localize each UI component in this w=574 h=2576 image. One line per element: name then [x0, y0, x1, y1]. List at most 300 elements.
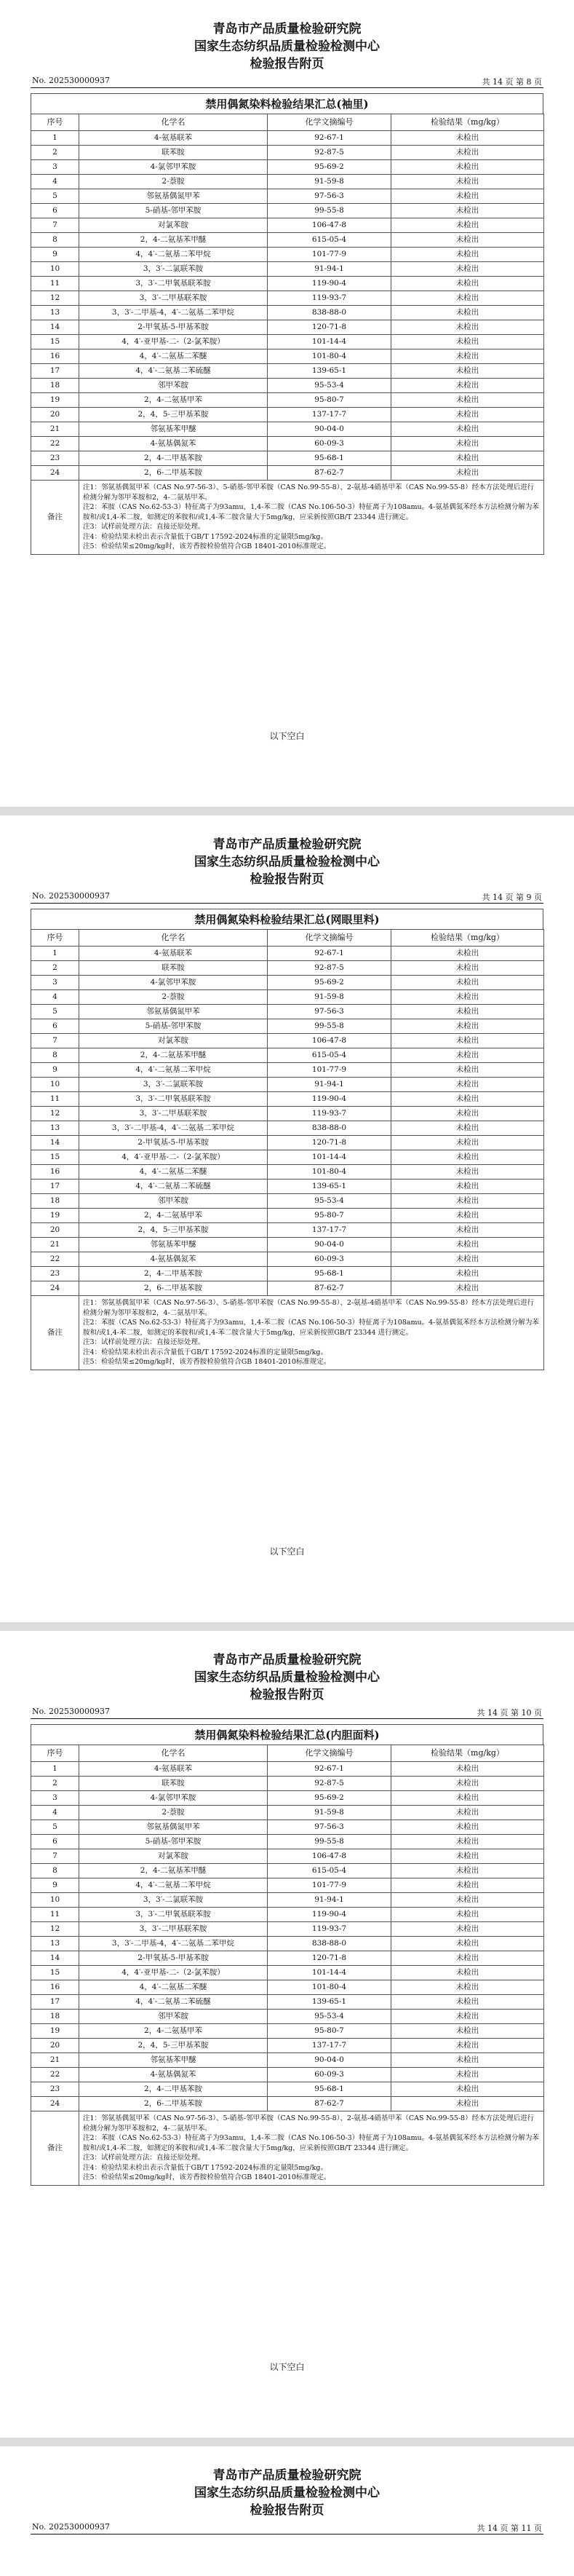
cell-cas: 101-14-4: [268, 335, 391, 349]
table-row: [31, 1136, 544, 1150]
cell-no: 16: [31, 1165, 79, 1180]
note-line: 注3：试样前处理方法：直接还原处理。: [83, 1338, 205, 1346]
cell-no: 22: [31, 1252, 79, 1267]
cell-result: 未检出: [391, 1835, 544, 1849]
header-line2: 国家生态纺织品质量检验检测中心: [194, 1670, 380, 1685]
cell-cas: 137-17-7: [268, 1223, 391, 1238]
cell-name: 邻氨基苯甲醚: [79, 2053, 268, 2068]
cell-result: 未检出: [391, 990, 544, 1005]
table-row: [31, 1165, 544, 1180]
cell-cas: 838-88-0: [268, 1121, 391, 1136]
cell-name: 2，4-二甲基苯胺: [79, 1267, 268, 1281]
table-row: [31, 961, 544, 976]
cell-no: 14: [31, 1136, 79, 1150]
cell-result: 未检出: [391, 1777, 544, 1791]
cell-no: 17: [31, 364, 79, 379]
table-row: [31, 1194, 544, 1209]
cell-cas: 95-80-7: [268, 2024, 391, 2039]
cell-name: 2-萘胺: [79, 990, 268, 1005]
cell-cas: 95-69-2: [268, 976, 391, 990]
cell-no: 2: [31, 961, 79, 976]
cell-no: 4: [31, 990, 79, 1005]
cell-no: 13: [31, 306, 79, 320]
cell-no: 13: [31, 1121, 79, 1136]
cell-no: 18: [31, 1194, 79, 1209]
cell-name: 4，4′-亚甲基-二-（2-氯苯胺）: [79, 335, 268, 349]
cell-no: 8: [31, 233, 79, 248]
cell-cas: 615-05-4: [268, 233, 391, 248]
table-row: [31, 1238, 544, 1252]
cell-no: 12: [31, 1922, 79, 1937]
cell-cas: 92-67-1: [268, 131, 391, 146]
cell-name: 2-甲氧基-5-甲基苯胺: [79, 1951, 268, 1966]
cell-no: 16: [31, 349, 79, 364]
cell-result: 未检出: [391, 189, 544, 204]
cell-no: 22: [31, 2068, 79, 2082]
cell-result: 未检出: [391, 1849, 544, 1864]
cell-result: 未检出: [391, 1267, 544, 1281]
cell-result: 未检出: [391, 2082, 544, 2097]
table-row: [31, 1005, 544, 1019]
table-row: [31, 379, 544, 393]
cell-result: 未检出: [391, 1951, 544, 1966]
cell-result: 未检出: [391, 1078, 544, 1092]
table-row: [31, 466, 544, 481]
cell-no: 8: [31, 1048, 79, 1063]
cell-cas: 91-59-8: [268, 1806, 391, 1820]
table-row: [31, 218, 544, 233]
cell-name: 2-甲氧基-5-甲基苯胺: [79, 320, 268, 335]
cell-cas: 101-80-4: [268, 1980, 391, 1995]
cell-result: 未检出: [391, 1878, 544, 1893]
cell-name: 3，3′-二甲基-4，4′-二氨基二苯甲烷: [79, 1121, 268, 1136]
cell-result: 未检出: [391, 1820, 544, 1835]
table-row: [31, 393, 544, 408]
header-line1: 青岛市产品质量检验研究院: [212, 22, 362, 36]
cell-cas: 137-17-7: [268, 2039, 391, 2053]
cell-cas: 97-56-3: [268, 1005, 391, 1019]
table-row: [31, 1281, 544, 1296]
cell-name: 2-甲氧基-5-甲基苯胺: [79, 1136, 268, 1150]
header-line3: 检验报告附页: [250, 57, 324, 71]
cell-cas: 119-90-4: [268, 277, 391, 291]
table-row: [31, 2053, 544, 2068]
table-row: [31, 2010, 544, 2024]
cell-cas: 615-05-4: [268, 1048, 391, 1063]
table-row: [31, 1951, 544, 1966]
header-line3: 检验报告附页: [250, 2503, 324, 2518]
cell-name: 联苯胺: [79, 961, 268, 976]
table-row: [31, 1806, 544, 1820]
cell-name: 4-氨基偶氮苯: [79, 1252, 268, 1267]
page-info: 共 14 页 第 8 页: [482, 77, 542, 87]
note-line: 注4：检验结果未检出表示含量低于GB/T 17592-2024标准的定量限5mg/kg。: [83, 532, 327, 541]
cell-result: 未检出: [391, 1922, 544, 1937]
cell-no: 7: [31, 1034, 79, 1048]
note-line: 注5：检验结果≤20mg/kg时，该芳香胺检验值符合GB 18401-2010标准规定。: [83, 2173, 331, 2181]
cell-no: 7: [31, 1849, 79, 1864]
cell-cas: 120-71-8: [268, 1951, 391, 1966]
note-line: 注5：检验结果≤20mg/kg时，该芳香胺检验值符合GB 18401-2010标准规定。: [83, 542, 331, 550]
table-row: [31, 131, 544, 146]
cell-cas: 615-05-4: [268, 1864, 391, 1878]
table-row: [31, 976, 544, 990]
note-line: 注5：检验结果≤20mg/kg时，该芳香胺检验值符合GB 18401-2010标准规定。: [83, 1358, 331, 1366]
cell-result: 未检出: [391, 1980, 544, 1995]
cell-name: 邻氨基苯甲醚: [79, 1238, 268, 1252]
cell-cas: 139-65-1: [268, 364, 391, 379]
note-line: 注2：苯胺（CAS No.62-53-3）特征离子为93amu，1,4-苯二胺（CAS No.106-50-3）特征离子为108amu。4-氨基偶氮苯经本方法检测分解为苯胺和/或1,4-苯二胺，如测定的苯胺和/或1,4-苯二胺含量大于5mg/kg，应采新按照GB/T 23344 进行测定。: [83, 1319, 539, 1337]
cell-result: 未检出: [391, 1150, 544, 1165]
cell-cas: 106-47-8: [268, 1849, 391, 1864]
cell-result: 未检出: [391, 1063, 544, 1078]
report-page: [0, 2446, 574, 2576]
cell-no: 18: [31, 379, 79, 393]
cell-name: 3，3′-二氯联苯胺: [79, 1893, 268, 1908]
column-header: 化学文摘编号: [268, 930, 391, 947]
cell-cas: 119-93-7: [268, 1107, 391, 1121]
cell-cas: 95-68-1: [268, 451, 391, 466]
results-table: [31, 1745, 544, 2186]
note-line: 注4：检验结果未检出表示含量低于GB/T 17592-2024标准的定量限5mg/kg。: [83, 1348, 327, 1356]
table-row: [31, 2039, 544, 2053]
table-subtitle: 禁用偶氮染料检验结果汇总(内胆面料): [31, 1724, 543, 1745]
cell-result: 未检出: [391, 1238, 544, 1252]
cell-no: 21: [31, 1238, 79, 1252]
cell-name: 3，3′-二甲基联苯胺: [79, 291, 268, 306]
cell-cas: 95-53-4: [268, 379, 391, 393]
cell-cas: 95-80-7: [268, 393, 391, 408]
table-row: [31, 189, 544, 204]
cell-cas: 87-62-7: [268, 1281, 391, 1296]
cell-cas: 95-53-4: [268, 1194, 391, 1209]
cell-name: 邻氨基偶氮甲苯: [79, 189, 268, 204]
table-row: [31, 1092, 544, 1107]
cell-cas: 92-87-5: [268, 961, 391, 976]
cell-name: 3，3′-二氯联苯胺: [79, 1078, 268, 1092]
cell-name: 4-氨基联苯: [79, 947, 268, 961]
cell-cas: 92-87-5: [268, 1777, 391, 1791]
cell-result: 未检出: [391, 364, 544, 379]
report-number-line: [31, 1707, 543, 1719]
table-row: [31, 277, 544, 291]
cell-name: 4，4′-二氨基二苯甲烷: [79, 1878, 268, 1893]
table-row: [31, 160, 544, 175]
table-row: [31, 1078, 544, 1092]
cell-name: 3，3′-二甲氧基联苯胺: [79, 1908, 268, 1922]
cell-no: 3: [31, 160, 79, 175]
cell-result: 未检出: [391, 2068, 544, 2082]
cell-no: 10: [31, 262, 79, 277]
table-row: [31, 1150, 544, 1165]
cell-no: 23: [31, 1267, 79, 1281]
cell-result: 未检出: [391, 1019, 544, 1034]
cell-name: 4，4′-亚甲基-二-（2-氯苯胺）: [79, 1150, 268, 1165]
table-row: [31, 1922, 544, 1937]
report-page: [0, 1631, 574, 2438]
cell-result: 未检出: [391, 1937, 544, 1951]
cell-no: 24: [31, 1281, 79, 1296]
notes-label: 备注: [31, 2111, 79, 2186]
table-row: [31, 306, 544, 320]
cell-name: 4，4′-二氨基二苯甲烷: [79, 248, 268, 262]
column-header: 化学名: [79, 930, 268, 947]
column-header: 序号: [31, 1745, 79, 1762]
table-row: [31, 364, 544, 379]
cell-name: 2，6-二甲基苯胺: [79, 466, 268, 481]
column-header: 序号: [31, 114, 79, 131]
cell-no: 7: [31, 218, 79, 233]
cell-name: 3，3′-二甲氧基联苯胺: [79, 277, 268, 291]
cell-name: 5-硝基-邻甲苯胺: [79, 204, 268, 218]
cell-cas: 119-90-4: [268, 1908, 391, 1922]
cell-result: 未检出: [391, 2053, 544, 2068]
cell-no: 20: [31, 1223, 79, 1238]
cell-result: 未检出: [391, 1791, 544, 1806]
cell-name: 2，4-二甲基苯胺: [79, 2082, 268, 2097]
notes-label: 备注: [31, 481, 79, 555]
cell-cas: 91-59-8: [268, 175, 391, 189]
cell-no: 11: [31, 277, 79, 291]
cell-cas: 90-04-0: [268, 1238, 391, 1252]
note-line: 注3：试样前处理方法：直接还原处理。: [83, 523, 205, 531]
cell-name: 对氯苯胺: [79, 1034, 268, 1048]
cell-no: 2: [31, 1777, 79, 1791]
cell-result: 未检出: [391, 175, 544, 189]
cell-result: 未检出: [391, 349, 544, 364]
cell-name: 2，6-二甲基苯胺: [79, 1281, 268, 1296]
note-line: 注3：试样前处理方法：直接还原处理。: [83, 2154, 205, 2162]
table-header-row: [31, 930, 544, 947]
cell-name: 邻氨基偶氮甲苯: [79, 1820, 268, 1835]
cell-no: 14: [31, 1951, 79, 1966]
cell-name: 5-硝基-邻甲苯胺: [79, 1019, 268, 1034]
table-row: [31, 1820, 544, 1835]
table-row: [31, 146, 544, 160]
cell-no: 19: [31, 393, 79, 408]
cell-cas: 90-04-0: [268, 2053, 391, 2068]
report-number: No. 202530000937: [32, 76, 111, 85]
cell-result: 未检出: [391, 451, 544, 466]
cell-no: 9: [31, 1063, 79, 1078]
cell-no: 1: [31, 1762, 79, 1777]
cell-result: 未检出: [391, 1107, 544, 1121]
table-row: [31, 291, 544, 306]
cell-no: 20: [31, 408, 79, 422]
cell-cas: 838-88-0: [268, 306, 391, 320]
cell-no: 23: [31, 2082, 79, 2097]
report-number-line: [31, 2522, 543, 2534]
cell-no: 1: [31, 947, 79, 961]
cell-no: 19: [31, 2024, 79, 2039]
cell-result: 未检出: [391, 233, 544, 248]
cell-no: 10: [31, 1893, 79, 1908]
table-row: [31, 233, 544, 248]
cell-no: 15: [31, 335, 79, 349]
cell-cas: 99-55-8: [268, 204, 391, 218]
cell-name: 4，4′-亚甲基-二-（2-氯苯胺）: [79, 1966, 268, 1980]
cell-no: 21: [31, 2053, 79, 2068]
cell-result: 未检出: [391, 277, 544, 291]
cell-result: 未检出: [391, 1136, 544, 1150]
cell-result: 未检出: [391, 1223, 544, 1238]
note-line: 注2：苯胺（CAS No.62-53-3）特征离子为93amu，1,4-苯二胺（CAS No.106-50-3）特征离子为108amu。4-氨基偶氮苯经本方法检测分解为苯胺和/或1,4-苯二胺，如测定的苯胺和/或1,4-苯二胺含量大于5mg/kg，应采新按照GB/T 23344 进行测定。: [83, 503, 539, 521]
cell-name: 3，3′-二氯联苯胺: [79, 262, 268, 277]
cell-result: 未检出: [391, 131, 544, 146]
cell-name: 4-氯邻甲苯胺: [79, 1791, 268, 1806]
cell-result: 未检出: [391, 320, 544, 335]
header-line1: 青岛市产品质量检验研究院: [212, 1653, 362, 1667]
cell-no: 1: [31, 131, 79, 146]
cell-cas: 99-55-8: [268, 1019, 391, 1034]
table-row: [31, 1121, 544, 1136]
table-row: [31, 262, 544, 277]
cell-result: 未检出: [391, 1092, 544, 1107]
cell-name: 邻甲苯胺: [79, 2010, 268, 2024]
cell-no: 4: [31, 1806, 79, 1820]
cell-result: 未检出: [391, 218, 544, 233]
cell-cas: 95-69-2: [268, 1791, 391, 1806]
cell-cas: 119-90-4: [268, 1092, 391, 1107]
table-header-row: [31, 114, 544, 131]
results-table: [31, 929, 544, 1370]
cell-no: 15: [31, 1150, 79, 1165]
cell-no: 6: [31, 1835, 79, 1849]
report-number-line: [31, 76, 543, 88]
table-row: [31, 1835, 544, 1849]
cell-result: 未检出: [391, 1806, 544, 1820]
cell-no: 11: [31, 1092, 79, 1107]
report-number: No. 202530000937: [32, 1707, 111, 1716]
cell-name: 2，4，5-三甲基苯胺: [79, 1223, 268, 1238]
table-row: [31, 1762, 544, 1777]
cell-result: 未检出: [391, 2097, 544, 2111]
end-of-content-text: 以下空白: [269, 1546, 305, 1557]
cell-no: 17: [31, 1995, 79, 2010]
cell-result: 未检出: [391, 2039, 544, 2053]
end-of-content-text: 以下空白: [269, 731, 305, 741]
table-row: [31, 1034, 544, 1048]
column-header: 化学文摘编号: [268, 114, 391, 131]
table-subtitle: 禁用偶氮染料检验结果汇总(网眼里料): [31, 909, 543, 929]
table-row: [31, 1849, 544, 1864]
cell-cas: 119-93-7: [268, 1922, 391, 1937]
cell-cas: 60-09-3: [268, 1252, 391, 1267]
cell-cas: 92-67-1: [268, 947, 391, 961]
cell-cas: 95-68-1: [268, 1267, 391, 1281]
cell-cas: 92-87-5: [268, 146, 391, 160]
notes-row: [31, 481, 544, 555]
cell-name: 3，3′-二甲基联苯胺: [79, 1107, 268, 1121]
end-of-content-text: 以下空白: [269, 2362, 305, 2372]
report-header: [31, 20, 543, 73]
table-row: [31, 1791, 544, 1806]
cell-result: 未检出: [391, 291, 544, 306]
table-row: [31, 1995, 544, 2010]
cell-name: 联苯胺: [79, 146, 268, 160]
cell-name: 2，4-二氨基甲苯: [79, 393, 268, 408]
cell-cas: 60-09-3: [268, 2068, 391, 2082]
cell-no: 4: [31, 175, 79, 189]
cell-result: 未检出: [391, 335, 544, 349]
notes-content: [79, 481, 544, 555]
cell-no: 24: [31, 466, 79, 481]
cell-name: 4-氨基联苯: [79, 131, 268, 146]
report-number: No. 202530000937: [32, 891, 111, 901]
table-row: [31, 175, 544, 189]
cell-result: 未检出: [391, 393, 544, 408]
notes-row: [31, 1296, 544, 1370]
page-info: 共 14 页 第 10 页: [477, 1708, 542, 1718]
cell-cas: 106-47-8: [268, 218, 391, 233]
report-header: [31, 2467, 543, 2519]
table-row: [31, 2097, 544, 2111]
table-row: [31, 248, 544, 262]
column-header: 检验结果（mg/kg）: [391, 114, 544, 131]
cell-no: 5: [31, 1005, 79, 1019]
report-header: [31, 1651, 543, 1704]
report-page: [0, 0, 574, 807]
cell-no: 22: [31, 437, 79, 451]
cell-result: 未检出: [391, 976, 544, 990]
cell-cas: 91-59-8: [268, 990, 391, 1005]
table-row: [31, 1019, 544, 1034]
table-row: [31, 1180, 544, 1194]
cell-result: 未检出: [391, 204, 544, 218]
results-table: [31, 114, 544, 555]
cell-name: 3，3′-二甲基-4，4′-二氨基二苯甲烷: [79, 1937, 268, 1951]
cell-name: 4-氨基偶氮苯: [79, 2068, 268, 2082]
cell-cas: 60-09-3: [268, 437, 391, 451]
table-row: [31, 2068, 544, 2082]
cell-name: 4，4′-二氨基二苯甲烷: [79, 1063, 268, 1078]
note-line: 注1：邻氨基偶氮甲苯（CAS No.97-56-3）、5-硝基-邻甲苯胺（CAS No.99-55-8）、2-氨基-4硝基甲苯（CAS No.99-55-8）经本方法处理后进行检测分解为邻甲苯胺和2，4-二氨基甲苯。: [83, 483, 535, 502]
cell-name: 2，4-二氨基苯甲醚: [79, 1864, 268, 1878]
cell-result: 未检出: [391, 1893, 544, 1908]
column-header: 检验结果（mg/kg）: [391, 930, 544, 947]
table-row: [31, 1878, 544, 1893]
cell-result: 未检出: [391, 422, 544, 437]
column-header: 化学名: [79, 114, 268, 131]
header-line2: 国家生态纺织品质量检验检测中心: [194, 2486, 380, 2500]
note-line: 注2：苯胺（CAS No.62-53-3）特征离子为93amu，1,4-苯二胺（CAS No.106-50-3）特征离子为108amu。4-氨基偶氮苯经本方法检测分解为苯胺和/或1,4-苯二胺，如测定的苯胺和/或1,4-苯二胺含量大于5mg/kg，应采新按照GB/T 23344 进行测定。: [83, 2134, 539, 2152]
cell-name: 联苯胺: [79, 1777, 268, 1791]
cell-cas: 101-14-4: [268, 1150, 391, 1165]
cell-result: 未检出: [391, 1864, 544, 1878]
cell-no: 5: [31, 1820, 79, 1835]
cell-cas: 106-47-8: [268, 1034, 391, 1048]
cell-no: 11: [31, 1908, 79, 1922]
cell-result: 未检出: [391, 1995, 544, 2010]
cell-cas: 101-80-4: [268, 349, 391, 364]
table-row: [31, 1893, 544, 1908]
cell-cas: 139-65-1: [268, 1995, 391, 2010]
cell-name: 4-氨基偶氮苯: [79, 437, 268, 451]
cell-result: 未检出: [391, 1252, 544, 1267]
cell-name: 对氯苯胺: [79, 1849, 268, 1864]
table-row: [31, 1252, 544, 1267]
report-header: [31, 836, 543, 888]
page-info: 共 14 页 第 9 页: [482, 893, 542, 902]
cell-name: 4-氨基联苯: [79, 1762, 268, 1777]
notes-content: [79, 2111, 544, 2186]
note-line: 注4：检验结果未检出表示含量低于GB/T 17592-2024标准的定量限5mg/kg。: [83, 2163, 327, 2172]
cell-result: 未检出: [391, 437, 544, 451]
cell-result: 未检出: [391, 1048, 544, 1063]
table-row: [31, 437, 544, 451]
cell-result: 未检出: [391, 1034, 544, 1048]
table-row: [31, 320, 544, 335]
